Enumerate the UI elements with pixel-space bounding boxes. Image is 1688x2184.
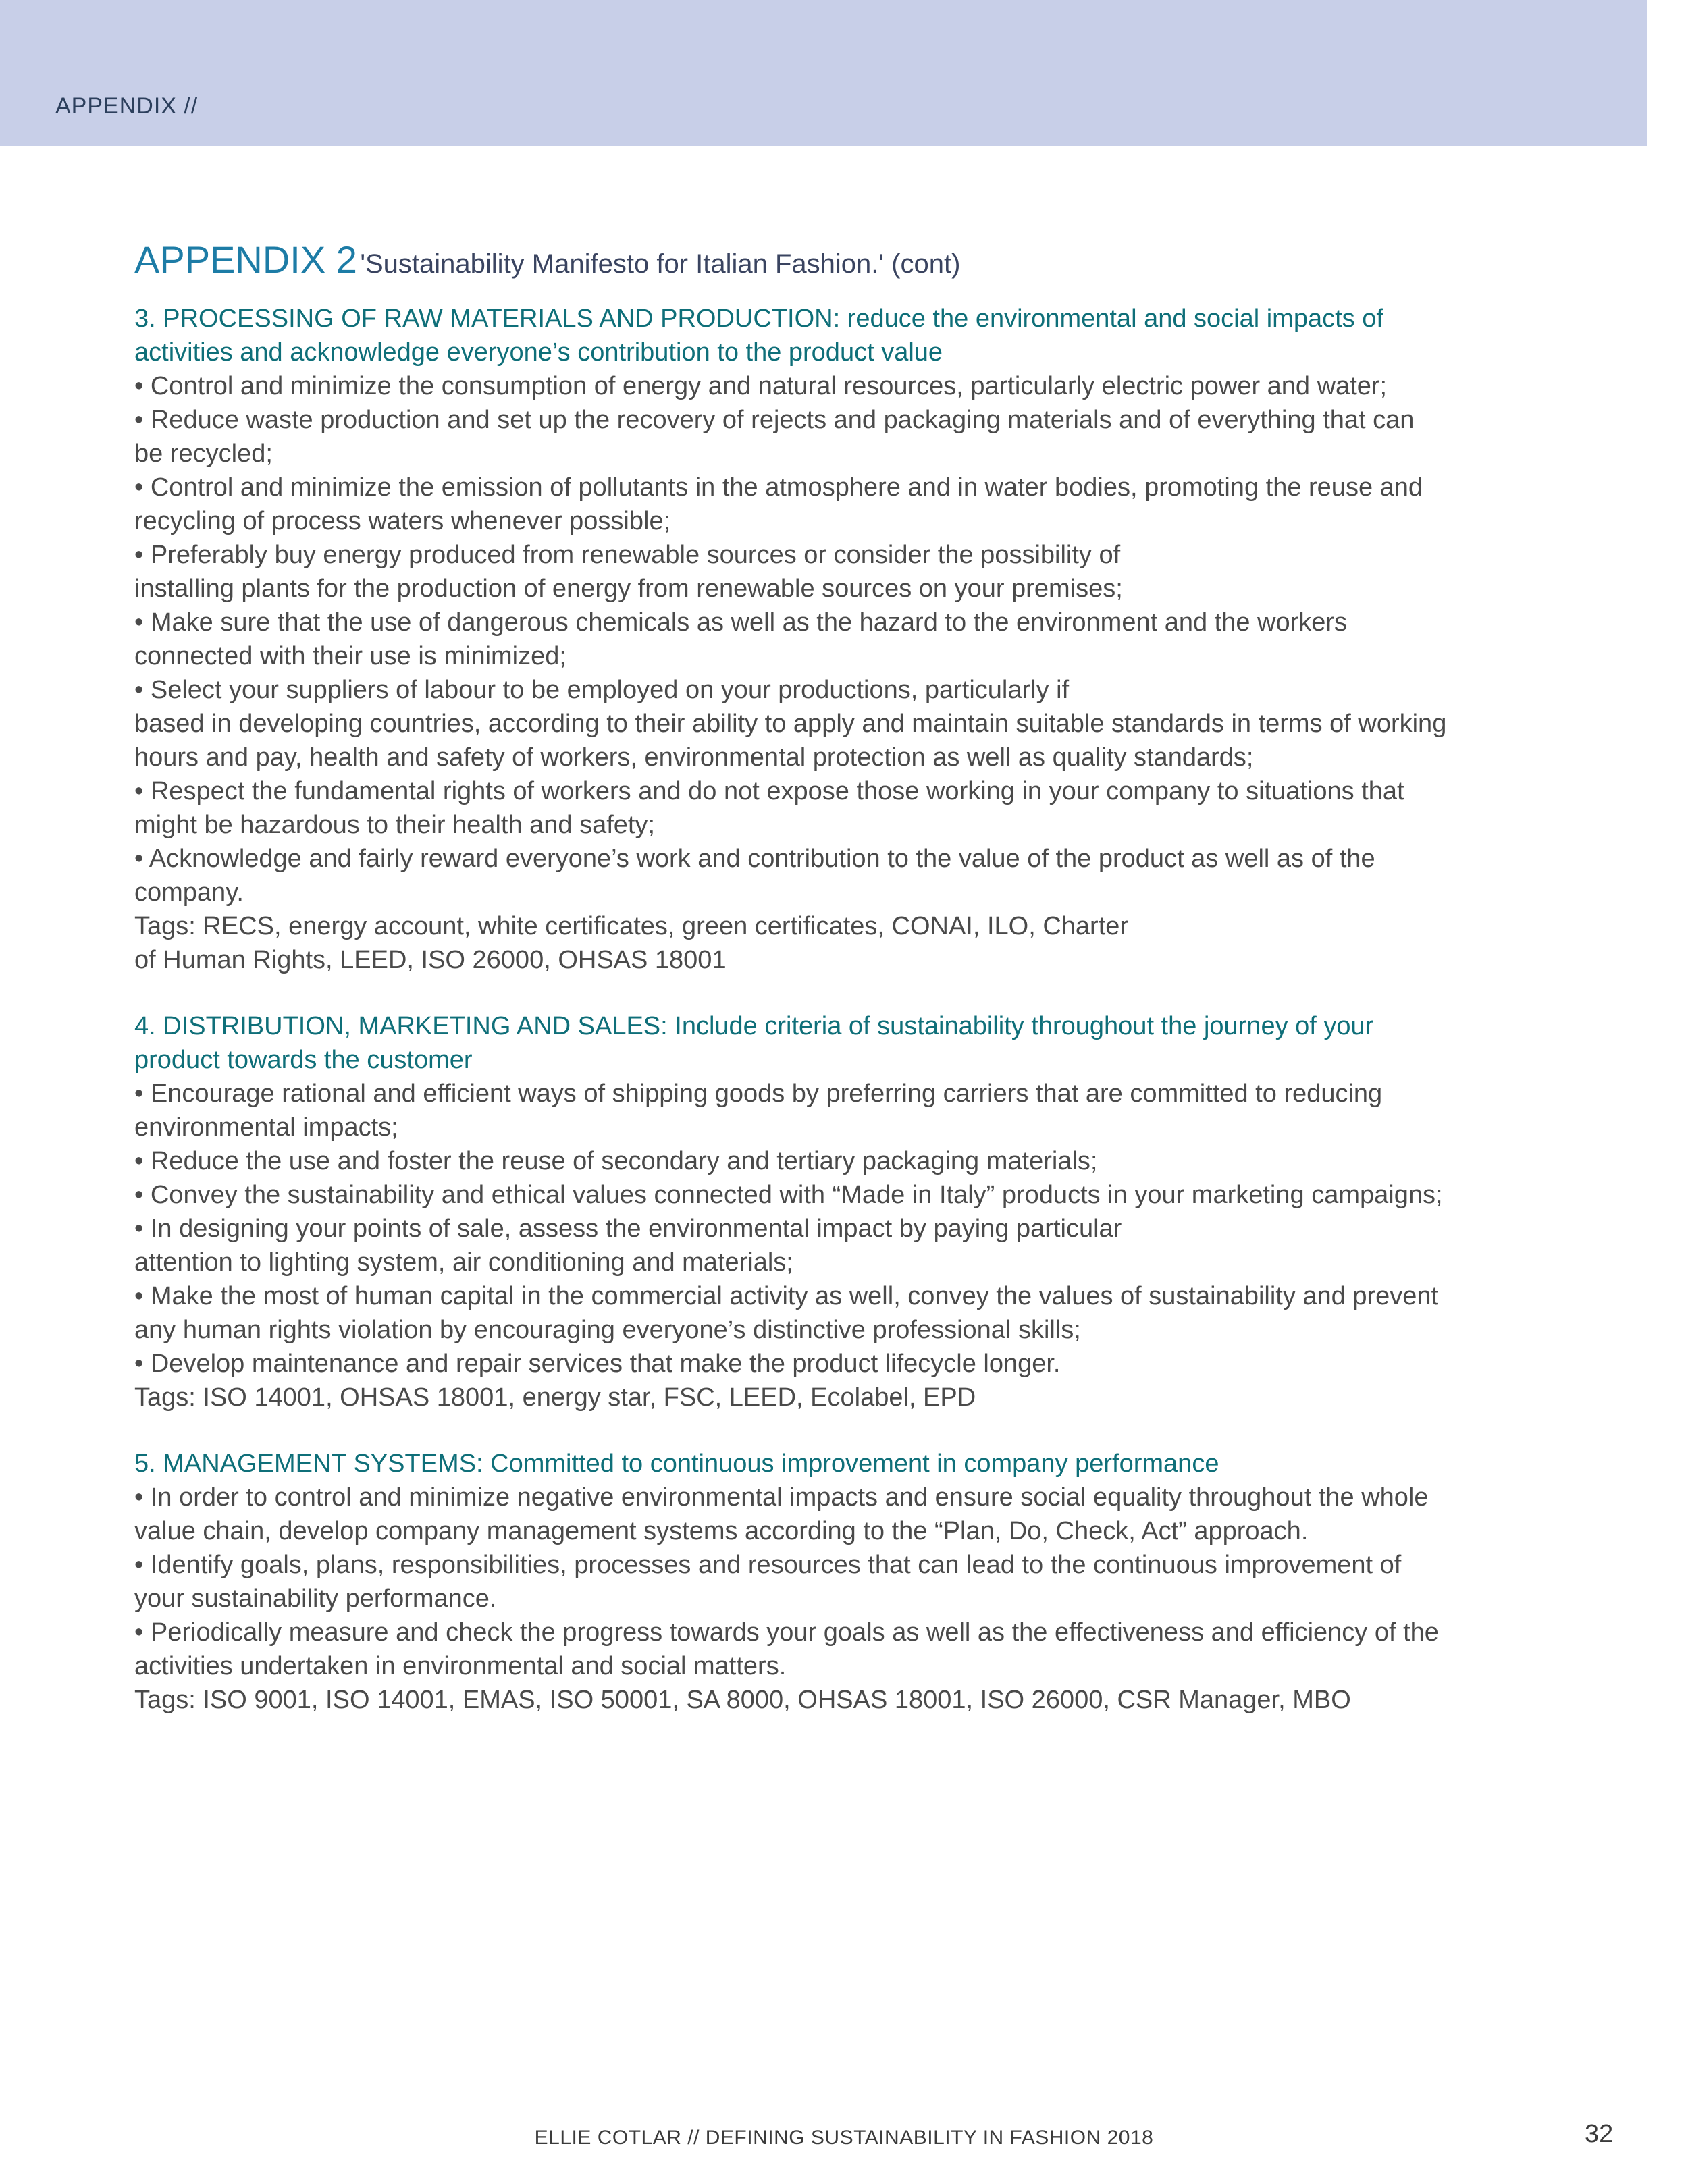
section-distribution <box>134 1009 1566 1414</box>
text-line: • In designing your points of sale, assess the environmental impact by paying particular <box>134 1215 1122 1243</box>
text-line: • Periodically measure and check the progress towards your goals as well as the effectiveness and efficiency of the <box>134 1618 1439 1647</box>
page-number: 32 <box>1585 2120 1614 2148</box>
text-line: hours and pay, health and safety of workers, environmental protection as well as quality standards; <box>134 743 1254 772</box>
text-line: • Make sure that the use of dangerous chemicals as well as the hazard to the environment and the workers <box>134 608 1348 637</box>
text-line: based in developing countries, according to their ability to apply and maintain suitable standards in terms of working <box>134 710 1447 738</box>
text-line: • Control and minimize the consumption of energy and natural resources, particularly electric power and water; <box>134 372 1388 400</box>
text-line: • Acknowledge and fairly reward everyone’s work and contribution to the value of the product as well as of the <box>134 845 1375 873</box>
text-line: might be hazardous to their health and safety; <box>134 811 656 839</box>
footer-text: ELLIE COTLAR // DEFINING SUSTAINABILITY IN FASHION 2018 <box>534 2127 1154 2149</box>
section-heading: product towards the customer <box>134 1046 473 1074</box>
section-heading: 5. MANAGEMENT SYSTEMS: Committed to continuous improvement in company performance <box>134 1449 1219 1478</box>
tags-line: Tags: RECS, energy account, white certificates, green certificates, CONAI, ILO, Charter <box>134 912 1129 940</box>
header-band <box>0 0 1647 146</box>
section-processing <box>134 302 1566 977</box>
tags-line: Tags: ISO 14001, OHSAS 18001, energy star, FSC, LEED, Ecolabel, EPD <box>134 1383 976 1412</box>
text-line: be recycled; <box>134 440 273 468</box>
appendix-subtitle: 'Sustainability Manifesto for Italian Fashion.' (cont) <box>360 249 961 279</box>
text-line: connected with their use is minimized; <box>134 642 566 670</box>
text-line: • Reduce waste production and set up the recovery of rejects and packaging materials and of everything that can <box>134 406 1415 434</box>
text-line: • Respect the fundamental rights of workers and do not expose those working in your company to situations that <box>134 777 1404 805</box>
text-line: • Control and minimize the emission of pollutants in the atmosphere and in water bodies, promoting the reuse and <box>134 473 1423 502</box>
section-heading: activities and acknowledge everyone’s contribution to the product value <box>134 338 943 367</box>
text-line: your sustainability performance. <box>134 1584 497 1613</box>
text-line: • Encourage rational and efficient ways of shipping goods by preferring carriers that are committed to reducing <box>134 1080 1383 1108</box>
text-line: • Reduce the use and foster the reuse of secondary and tertiary packaging materials; <box>134 1147 1098 1175</box>
text-line: • In order to control and minimize negative environmental impacts and ensure social equality throughout the whole <box>134 1483 1429 1512</box>
tags-line: Tags: ISO 9001, ISO 14001, EMAS, ISO 50001, SA 8000, OHSAS 18001, ISO 26000, CSR Manager, MBO <box>134 1686 1351 1714</box>
text-line: installing plants for the production of energy from renewable sources on your premises; <box>134 575 1123 603</box>
section-management <box>134 1447 1566 1717</box>
text-line: activities undertaken in environmental and social matters. <box>134 1652 787 1680</box>
appendix-title: APPENDIX 2 <box>134 238 357 281</box>
text-line: company. <box>134 878 244 907</box>
text-line: recycling of process waters whenever possible; <box>134 507 671 535</box>
page-title <box>134 238 1566 282</box>
tags-line: of Human Rights, LEED, ISO 26000, OHSAS 18001 <box>134 946 727 974</box>
text-line: • Develop maintenance and repair services that make the product lifecycle longer. <box>134 1350 1061 1378</box>
text-line: value chain, develop company management systems according to the “Plan, Do, Check, Act” approach. <box>134 1517 1309 1545</box>
text-line: any human rights violation by encouraging everyone’s distinctive professional skills; <box>134 1316 1081 1344</box>
text-line: attention to lighting system, air conditioning and materials; <box>134 1248 793 1277</box>
text-line: • Select your suppliers of labour to be employed on your productions, particularly if <box>134 676 1070 704</box>
text-line: environmental impacts; <box>134 1113 398 1142</box>
section-heading: 3. PROCESSING OF RAW MATERIALS AND PRODUCTION: reduce the environmental and social impacts of <box>134 304 1383 333</box>
text-line: • Preferably buy energy produced from renewable sources or consider the possibility of <box>134 541 1121 569</box>
text-line: • Convey the sustainability and ethical values connected with “Made in Italy” products in your marketing campaigns; <box>134 1181 1443 1209</box>
text-line: • Make the most of human capital in the commercial activity as well, convey the values of sustainability and prevent <box>134 1282 1439 1310</box>
page-content <box>134 238 1566 1749</box>
section-heading: 4. DISTRIBUTION, MARKETING AND SALES: Include criteria of sustainability throughout the journey of your <box>134 1012 1374 1040</box>
header-label: APPENDIX // <box>55 93 199 119</box>
text-line: • Identify goals, plans, responsibilities, processes and resources that can lead to the continuous improvement of <box>134 1551 1402 1579</box>
